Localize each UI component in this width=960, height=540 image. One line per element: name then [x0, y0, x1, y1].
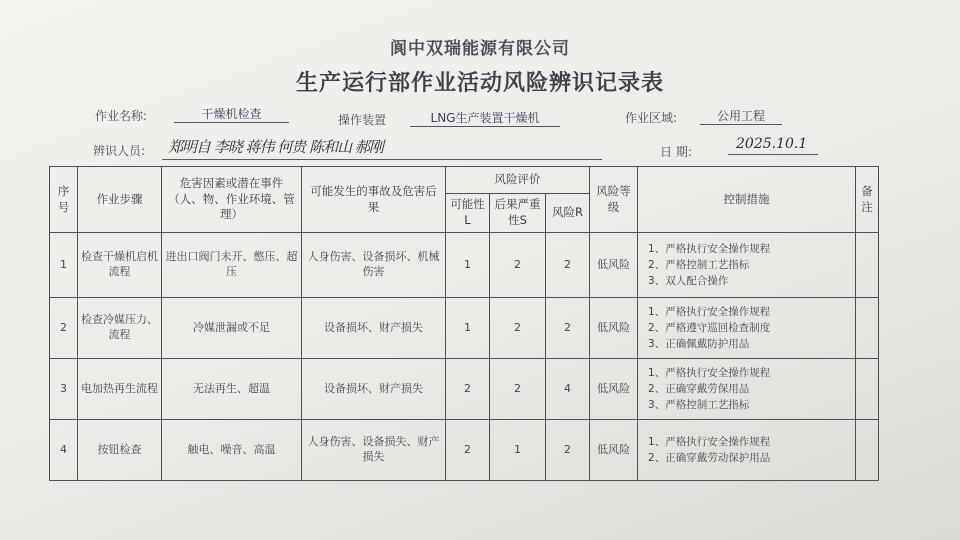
header-remark: 备注 — [856, 167, 879, 233]
row-severity: 2 — [490, 233, 546, 298]
form-title: 生产运行部作业活动风险辨识记录表 — [295, 71, 664, 96]
row-risk-level: 低风险 — [590, 420, 638, 481]
job-name-value: 干燥机检查 — [174, 105, 289, 123]
row-controls — [638, 233, 856, 298]
row-risk-r: 2 — [546, 298, 590, 359]
row-step: 检查干燥机启机流程 — [78, 233, 162, 298]
row-no: 3 — [50, 359, 78, 420]
control-item: 1、严格执行安全操作规程 — [648, 366, 771, 379]
control-item: 1、严格执行安全操作规程 — [648, 305, 771, 318]
row-hazard: 触电、噪音、高温 — [162, 420, 302, 481]
row-accident: 人身伤害、设备损坏、机械伤害 — [302, 233, 446, 298]
row-hazard: 进出口阀门未开、憋压、超压 — [162, 233, 302, 298]
row-step: 按钮检查 — [78, 420, 162, 481]
identifier-label: 辨识人员: — [93, 144, 146, 158]
row-severity: 1 — [490, 420, 546, 481]
row-risk-level: 低风险 — [590, 359, 638, 420]
table-row — [50, 420, 879, 481]
identifier-signatures: 郑明自 李晓 蒋伟 何贵 陈和山 郝刚 — [168, 138, 383, 156]
row-risk-r: 4 — [546, 359, 590, 420]
row-risk-r: 2 — [546, 420, 590, 481]
device-label: 操作装置 — [338, 113, 387, 127]
control-item: 2、正确穿戴劳动保护用品 — [648, 452, 771, 464]
control-item: 2、正确穿戴劳保用品 — [648, 382, 750, 395]
row-risk-level: 低风险 — [590, 298, 638, 359]
row-remark — [856, 233, 879, 298]
control-item: 3、双人配合操作 — [648, 275, 729, 288]
table-row — [50, 233, 879, 298]
row-no: 4 — [50, 420, 78, 481]
header-severity: 后果严重性S — [490, 194, 546, 233]
control-item: 3、正确佩戴防护用品 — [648, 338, 750, 351]
row-risk-level: 低风险 — [590, 233, 638, 298]
row-severity: 2 — [490, 359, 546, 420]
row-step: 电加热再生流程 — [78, 359, 162, 420]
control-item: 2、严格控制工艺指标 — [648, 258, 750, 271]
control-item: 2、严格遵守巡回检查制度 — [648, 321, 771, 334]
row-controls — [638, 298, 856, 359]
row-hazard: 冷媒泄漏或不足 — [162, 298, 302, 359]
row-no: 1 — [50, 233, 78, 298]
row-remark — [856, 359, 879, 420]
area-value: 公用工程 — [700, 107, 782, 125]
header-likelihood: 可能性L — [446, 194, 490, 233]
row-likelihood: 2 — [446, 359, 490, 420]
row-accident: 人身伤害、设备损失、财产损失 — [302, 420, 446, 481]
control-item: 3、严格控制工艺指标 — [648, 399, 750, 412]
header-hazard: 危害因素或潜在事件（人、物、作业环境、管理） — [162, 167, 302, 233]
row-severity: 2 — [490, 298, 546, 359]
row-step: 检查冷媒压力、流程 — [78, 298, 162, 359]
device-value: LNG生产装置干燥机 — [410, 109, 560, 127]
header-no: 序号 — [50, 167, 78, 233]
header-accident: 可能发生的事故及危害后果 — [302, 167, 446, 233]
date-value: 2025.10.1 — [736, 136, 808, 152]
header-controls: 控制措施 — [638, 167, 856, 233]
job-name-label: 作业名称: — [95, 109, 148, 123]
row-controls — [638, 359, 856, 420]
table-row — [50, 359, 879, 420]
table-row — [50, 298, 879, 359]
area-label: 作业区域: — [625, 111, 678, 125]
date-label: 日 期: — [660, 145, 692, 159]
control-item: 1、严格执行安全操作规程 — [648, 242, 771, 255]
row-controls — [638, 420, 856, 481]
row-accident: 设备损坏、财产损失 — [302, 359, 446, 420]
header-step: 作业步骤 — [78, 167, 162, 233]
row-remark — [856, 420, 879, 481]
row-accident: 设备损坏、财产损失 — [302, 298, 446, 359]
row-remark — [856, 298, 879, 359]
header-risk-r: 风险R — [546, 194, 590, 233]
control-item: 1、严格执行安全操作规程 — [648, 435, 771, 448]
header-risk-eval: 风险评价 — [446, 167, 590, 194]
row-likelihood: 1 — [446, 298, 490, 359]
company-name: 阆中双瑞能源有限公司 — [390, 39, 570, 59]
row-likelihood: 1 — [446, 233, 490, 298]
row-risk-r: 2 — [546, 233, 590, 298]
row-likelihood: 2 — [446, 420, 490, 481]
row-no: 2 — [50, 298, 78, 359]
risk-table — [49, 166, 879, 481]
header-risk-level: 风险等级 — [590, 167, 638, 233]
row-hazard: 无法再生、超温 — [162, 359, 302, 420]
